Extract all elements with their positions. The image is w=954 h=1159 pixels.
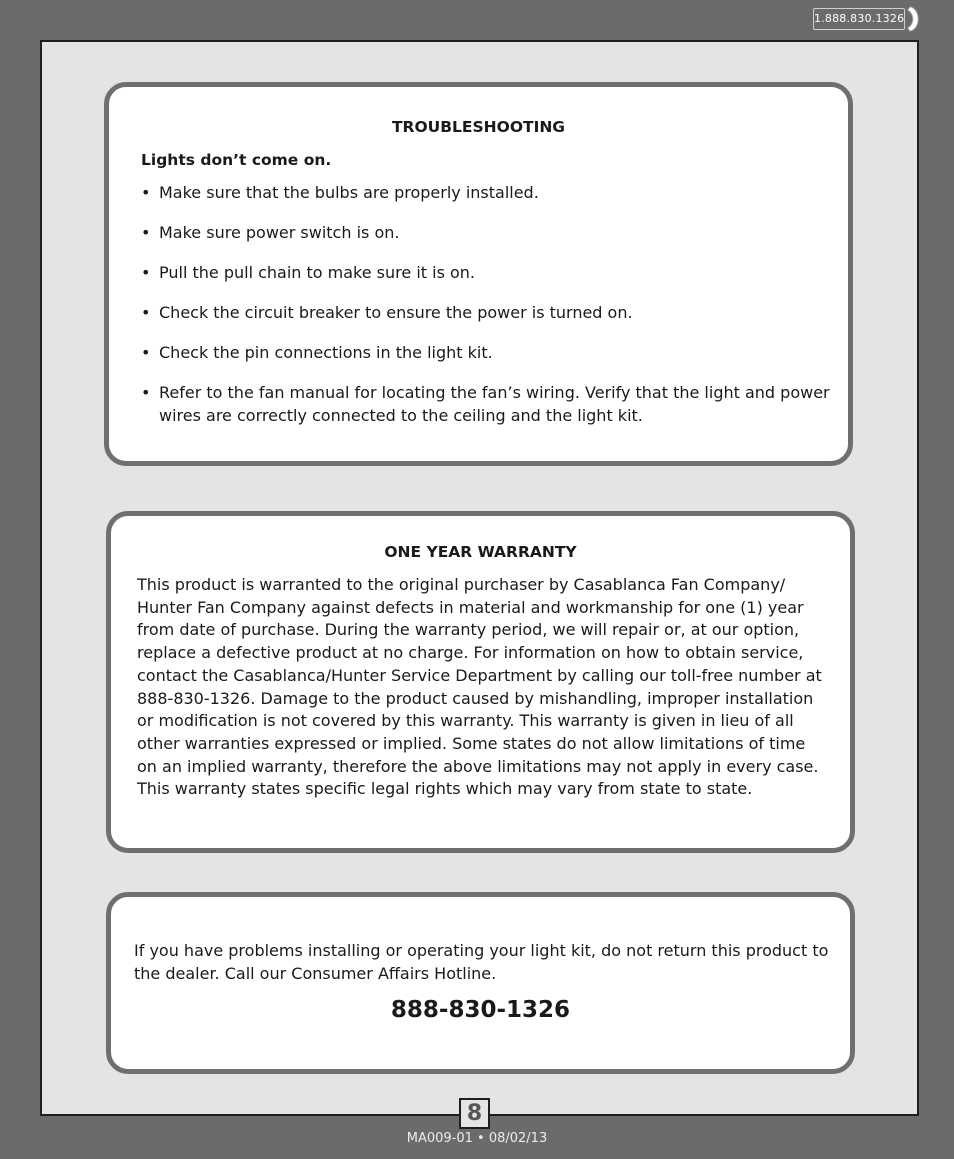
bullet-icon: •	[141, 343, 151, 362]
list-item	[141, 181, 841, 204]
hotline-card	[106, 892, 855, 1074]
hotline-text: If you have problems installing or operating your light kit, do not return this product to the dealer. Call our Consumer Affairs Hotline.	[134, 941, 829, 983]
troubleshooting-subheading: Lights don’t come on.	[141, 151, 332, 169]
warranty-body: This product is warranted to the original purchaser by Casablanca Fan Company/ Hunter Fan Company against defects in material and workmanship for one (1) year from date of purchase. During the warranty period, we will repair or, at our option, replace a defective product at no charge. For information on how to obtain service, contact the Casablanca/Hunter Service Department by calling our toll-free number at 888-830-1326. Damage to the product caused by mishandling, improper installation or modification is not covered by this warranty. This warranty is given in lieu of all other warranties expressed or implied. Some states do not allow limitations of time on an implied warranty, therefore the above limitations may not apply in every case. This warranty states specific legal rights which may vary from state to state.	[137, 575, 822, 799]
header-phone: 1.888.830.1326	[813, 8, 905, 30]
troubleshooting-card	[104, 82, 853, 466]
list-item-text: Check the pin connections in the light kit.	[159, 343, 493, 362]
warranty-title: ONE YEAR WARRANTY	[384, 543, 577, 561]
list-item	[141, 261, 841, 284]
warranty-card	[106, 511, 855, 853]
document-code: MA009-01 • 08/02/13	[406, 1131, 548, 1146]
hotline-number: 888-830-1326	[390, 997, 571, 1023]
troubleshooting-title: TROUBLESHOOTING	[391, 118, 566, 136]
list-item	[141, 341, 841, 364]
bullet-icon: •	[141, 223, 151, 242]
bullet-icon: •	[141, 383, 151, 402]
list-item-text: Check the circuit breaker to ensure the power is turned on.	[159, 303, 633, 322]
list-item-text: Make sure that the bulbs are properly installed.	[159, 183, 539, 202]
list-item	[141, 301, 841, 324]
list-item-text: Make sure power switch is on.	[159, 223, 400, 242]
page-number: 8	[459, 1098, 490, 1129]
list-item	[141, 381, 841, 427]
bullet-icon: •	[141, 303, 151, 322]
bullet-icon: •	[141, 183, 151, 202]
list-item-text: Pull the pull chain to make sure it is on.	[159, 263, 475, 282]
bullet-icon: •	[141, 263, 151, 282]
list-item	[141, 221, 841, 244]
troubleshooting-list	[141, 181, 841, 444]
handset-icon	[906, 6, 920, 32]
list-item-text: Refer to the fan manual for locating the fan’s wiring. Verify that the light and power wires are correctly connected to the ceiling and the light kit.	[159, 383, 830, 425]
